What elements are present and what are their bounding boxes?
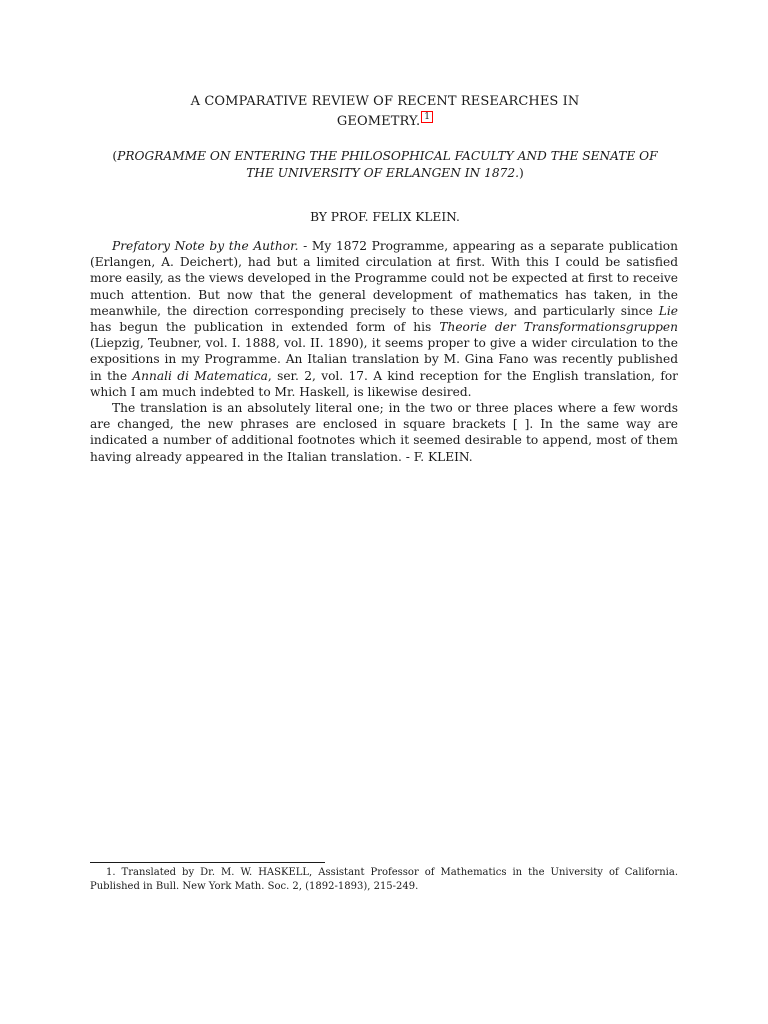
translation-note-paragraph: The translation is an absolutely literal one; in the two or three places where a few words are changed, the new phrases are enclosed in square brackets [ ]. In the same way are indicated a number of additional footnotes which it seemed desirable to append, most of them having already appeared in the Italian translation. - F. KLEIN. [90,401,678,464]
prefatory-note-paragraph [90,238,678,400]
footnote-text: 1. Translated by Dr. M. W. HASKELL, Assistant Professor of Mathematics in the University of California. Published in Bull. New York Math. Soc. 2, (1892-1893), 215-249. [90,867,678,892]
prefatory-text-2: has begun the publication in extended form of his [90,320,440,335]
subtitle-close-paren: ) [518,166,524,180]
title-line-2: GEOMETRY. [336,114,421,129]
prefatory-text-1: - My 1872 Programme, appearing as a separate publication (Erlangen, A. Deichert), had but a limited circulation at first. With this I could be satisfied more easily, as the views developed in the Programme could not be expected at first to receive much attention. But now that the general development of mathematics has taken, in the meanwhile, the direction corresponding precisely to these views, and particularly since [90,239,678,318]
footnote-link-1[interactable]: 1 [421,111,433,123]
author-byline: BY PROF. FELIX KLEIN. [310,210,460,224]
subtitle-line-2: THE UNIVERSITY OF ERLANGEN IN 1872. [246,166,519,180]
footnote-rule [90,862,325,863]
prefatory-lead: Prefatory Note by the Author. [112,239,299,253]
prefatory-text-4: , ser. 2, vol. 17. A kind reception for the English translation, for which I am much indebted to Mr. Haskell, is likewise desired. [90,368,678,399]
journal-title: Annali di Matematica [132,368,268,383]
lie-name: Lie [658,303,678,318]
subtitle-open-paren: ( [112,149,118,163]
prefatory-text-3: (Liepzig, Teubner, vol. I. 1888, vol. II. 1890), it seems proper to give a wider circulation to the expositions in my Programme. An Italian translation by M. Gina Fano was recently published in the [90,336,678,383]
footnote-1 [90,866,678,894]
book-title: Theorie der Transformationsgruppen [439,320,678,335]
document-body [90,238,678,465]
title-line-1: A COMPARATIVE REVIEW OF RECENT RESEARCHES IN [190,94,580,109]
document-subtitle [90,148,680,182]
subtitle-line-1: PROGRAMME ON ENTERING THE PHILOSOPHICAL FACULTY AND THE SENATE OF [117,149,658,163]
document-title [90,93,680,131]
